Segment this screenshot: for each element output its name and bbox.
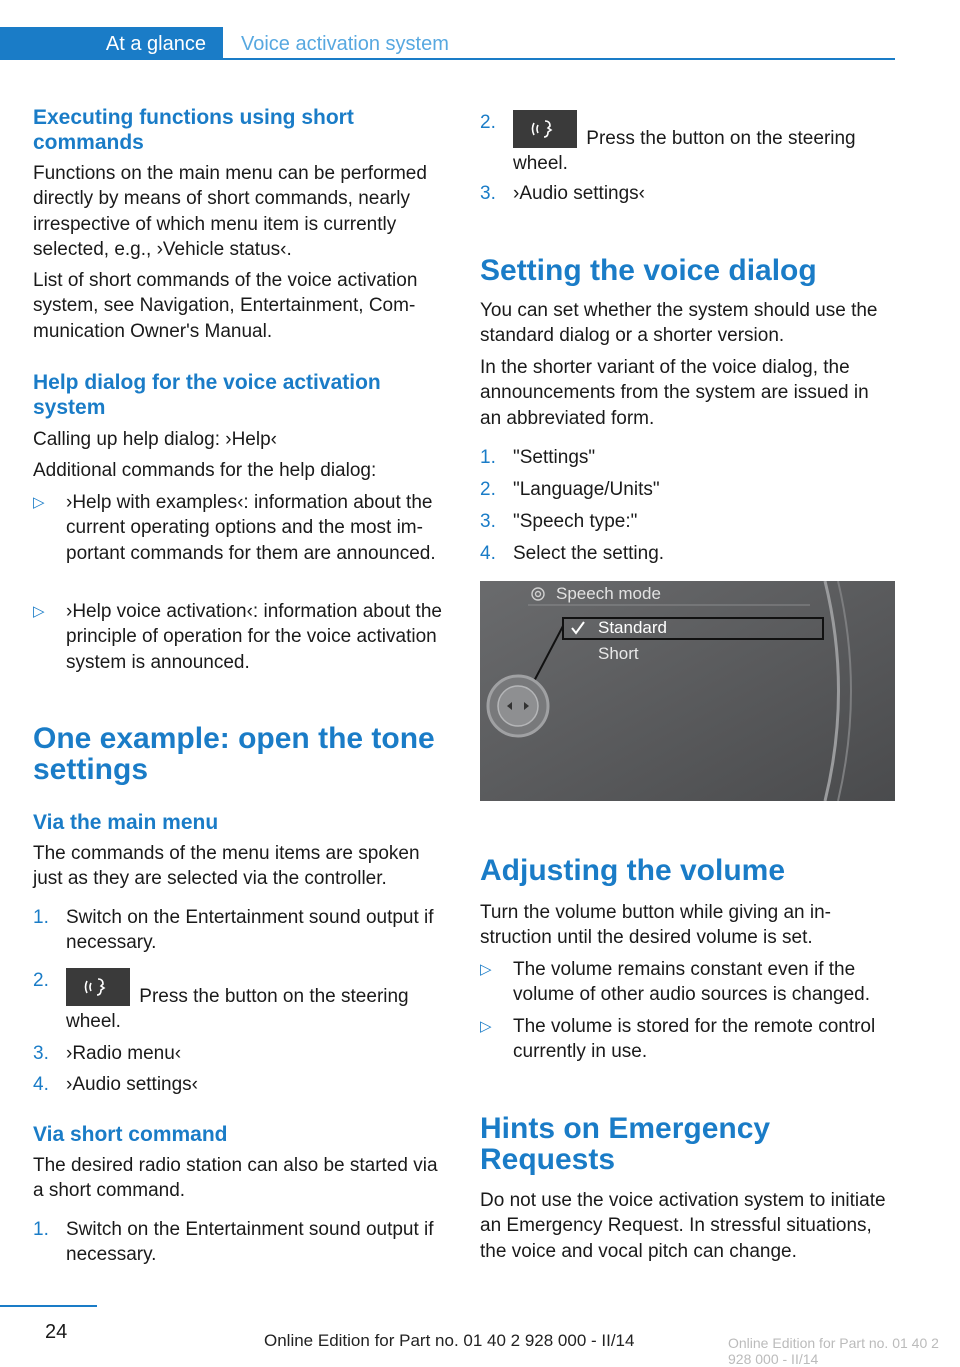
page-header: [0, 27, 895, 60]
heading-example: One example: open the tone settings: [33, 722, 435, 786]
speech-mode-screen-image: [480, 581, 895, 801]
footer-divider: [0, 1305, 97, 1307]
heading-help-dialog: Help dialog for the voice activation system: [33, 371, 381, 419]
chapter-tab: [0, 27, 223, 60]
heading-short-commands: Executing functions using short commands: [33, 106, 354, 154]
voice-button-icon: [66, 968, 130, 1006]
paragraph: Additional commands for the help dialog:: [33, 460, 377, 481]
paragraph: Do not use the voice activation system to initiate an Emergency Request. In stressful situations, the voice and vocal pitch can change.: [480, 1190, 886, 1262]
heading-main-menu: Via the main menu: [33, 811, 219, 834]
screen-option-short: Short: [598, 644, 639, 663]
paragraph: List of short commands of the voice activation system, see Navigation, Entertainment, Communication Owner's Manual.: [33, 270, 418, 342]
triangle-bullet-icon: ▷: [33, 603, 45, 620]
edition-note: Online Edition for Part no. 01 40 2 928 000 - II/14: [264, 1331, 635, 1350]
paragraph: You can set whether the system should use the standard dialog or a shorter version.: [480, 300, 878, 347]
triangle-bullet-icon: ▷: [480, 1018, 492, 1035]
section-title: Voice activation system: [241, 33, 449, 55]
paragraph: In the shorter variant of the voice dialog, the announcements from the system are issued in an abbreviated form.: [480, 357, 869, 429]
paragraph: Turn the volume button while giving an instruction until the desired volume is set.: [480, 902, 831, 949]
watermark: Online Edition for Part no. 01 40 2 928 000 - II/14: [728, 1335, 939, 1367]
triangle-bullet-icon: ▷: [33, 494, 45, 511]
paragraph: The commands of the menu items are spoken just as they are selected via the controller.: [33, 843, 420, 890]
paragraph: The desired radio station can also be started via a short command.: [33, 1155, 438, 1202]
page-number: 24: [45, 1321, 68, 1343]
heading-emergency: Hints on Emergency Requests: [480, 1112, 771, 1176]
screen-option-standard: Standard: [598, 618, 667, 637]
voice-button-icon: [513, 110, 577, 148]
header-divider: [223, 58, 895, 60]
chapter-tab-label: At a glance: [105, 33, 206, 55]
heading-voice-dialog: Setting the voice dialog: [480, 254, 817, 287]
screen-title: Speech mode: [556, 584, 661, 603]
paragraph: Functions on the main menu can be performed directly by means of short commands, nearly irrespective of which menu item is currently selected, e.g., ›Vehicle status‹.: [33, 163, 427, 261]
triangle-bullet-icon: ▷: [480, 961, 492, 978]
heading-short-command: Via short command: [33, 1123, 228, 1146]
paragraph: Calling up help dialog: ›Help‹: [33, 429, 277, 450]
heading-volume: Adjusting the volume: [480, 854, 786, 887]
